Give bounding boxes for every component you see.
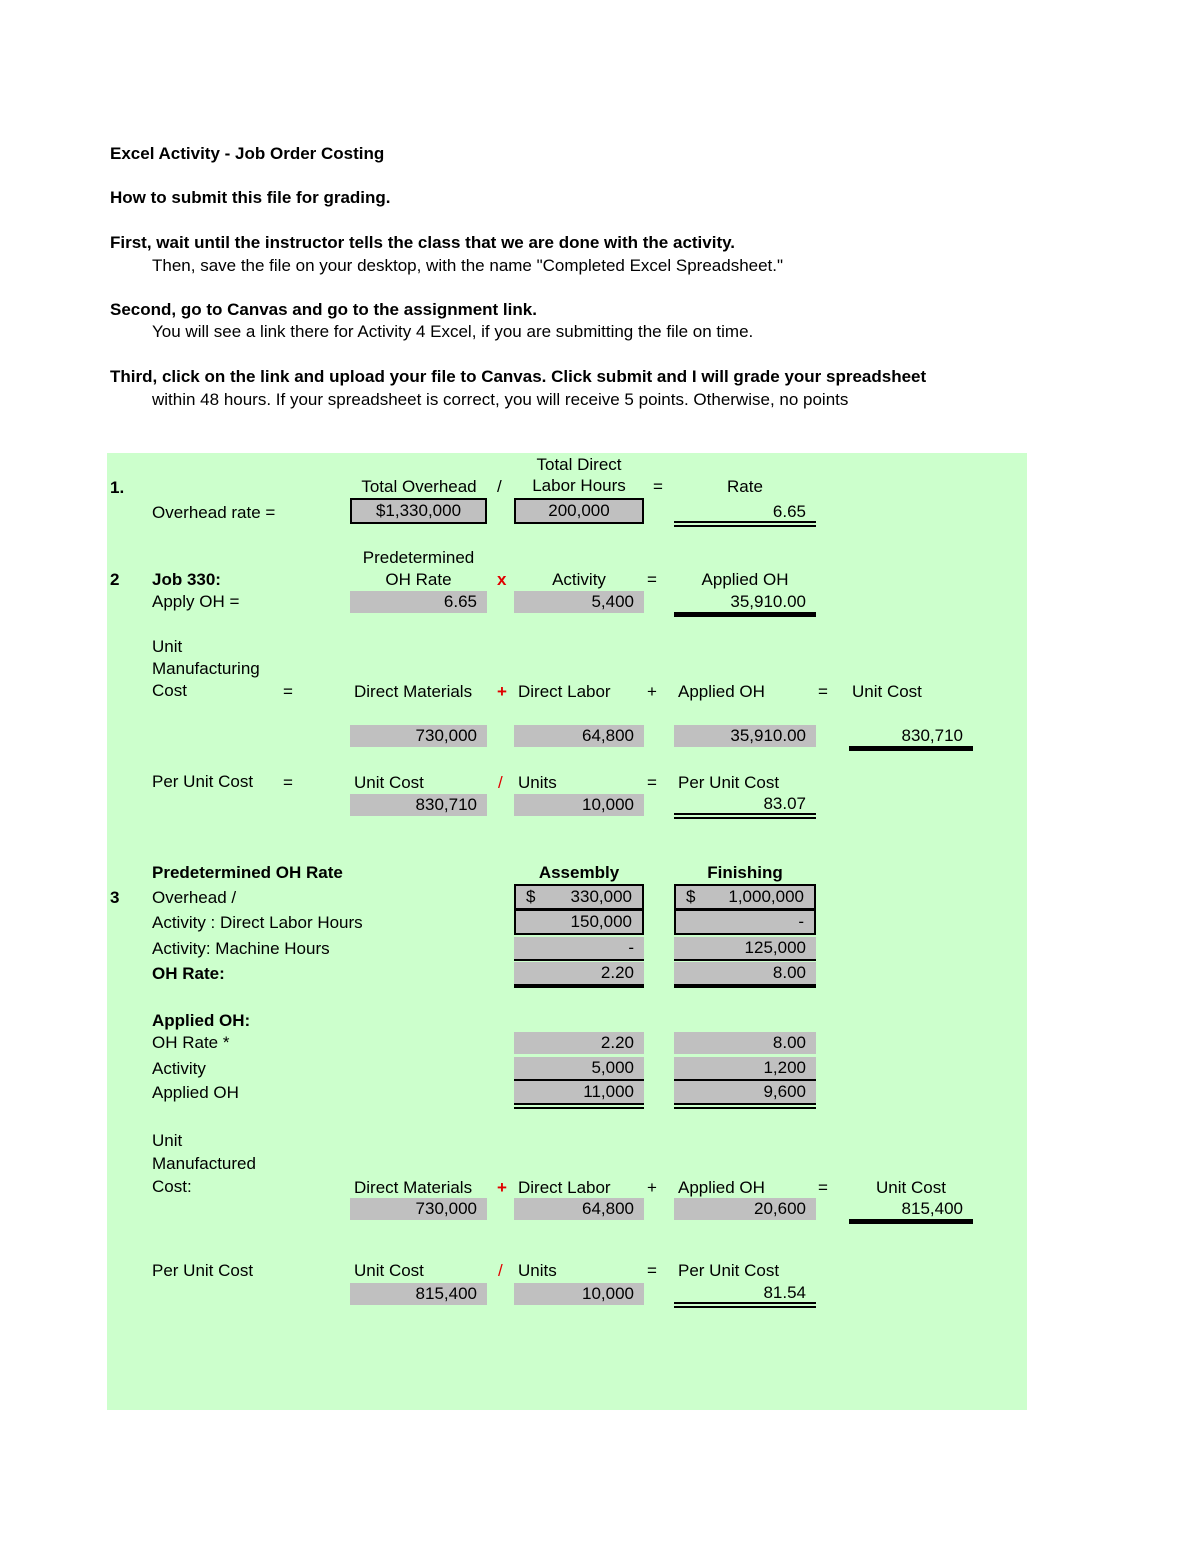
operator-divide: / bbox=[498, 1261, 503, 1280]
header-applied-oh: Applied OH bbox=[678, 1178, 765, 1197]
unit-mfg-cost-label-1: Unit bbox=[152, 637, 183, 656]
double-underline bbox=[514, 1103, 644, 1109]
labor-hours-cell[interactable]: 200,000 bbox=[514, 498, 644, 524]
operator-equals: = bbox=[647, 570, 657, 589]
header-total-overhead: Total Overhead bbox=[361, 477, 477, 496]
applied-oh-cell[interactable]: 35,910.00 bbox=[674, 725, 816, 747]
direct-labor-cell[interactable]: 64,800 bbox=[514, 1198, 644, 1220]
double-underline bbox=[674, 1103, 816, 1109]
assembly-applied-cell[interactable]: 11,000 bbox=[514, 1081, 644, 1103]
double-underline bbox=[674, 521, 816, 527]
direct-labor-cell[interactable]: 64,800 bbox=[514, 725, 644, 747]
finishing-oh-rate-cell[interactable]: 8.00 bbox=[674, 962, 816, 984]
unit-mfd-cost-label-2: Manufactured bbox=[152, 1154, 256, 1173]
header-oh-rate: OH Rate bbox=[385, 570, 452, 589]
overhead-rate-label: Overhead rate = bbox=[152, 503, 276, 522]
operator-plus: + bbox=[497, 1178, 507, 1197]
doc-title: Excel Activity - Job Order Costing bbox=[110, 144, 385, 163]
row-oh-rate-times-label: OH Rate * bbox=[152, 1033, 230, 1052]
operator-equals: = bbox=[818, 682, 828, 701]
per-unit-cost-label: Per Unit Cost bbox=[152, 772, 254, 791]
row-activity-label: Activity bbox=[152, 1059, 206, 1078]
header-unit-cost: Unit Cost bbox=[852, 682, 922, 701]
operator-equals: = bbox=[283, 682, 293, 701]
operator-multiply: x bbox=[497, 570, 507, 589]
header-applied-oh: Applied OH bbox=[678, 682, 765, 701]
assembly-overhead-value: 330,000 bbox=[570, 887, 632, 906]
row-direct-labor-hours-label: Activity : Direct Labor Hours bbox=[152, 913, 363, 932]
finishing-activity-cell[interactable]: 1,200 bbox=[674, 1057, 816, 1079]
step-second-text: You will see a link there for Activity 4 Excel, if you are submitting the file on time. bbox=[152, 322, 754, 341]
header-total-direct: Total Direct bbox=[536, 455, 622, 474]
overhead-rate-result[interactable]: 6.65 bbox=[772, 502, 806, 521]
header-applied-oh: Applied OH bbox=[701, 570, 789, 589]
operator-plus: + bbox=[647, 1178, 657, 1197]
assembly-dlh-cell[interactable]: 150,000 bbox=[514, 909, 644, 935]
howto-heading: How to submit this file for grading. bbox=[110, 188, 391, 207]
unit-cost-result[interactable]: 830,710 bbox=[901, 726, 963, 745]
header-direct-labor: Direct Labor bbox=[518, 1178, 611, 1197]
direct-materials-cell[interactable]: 730,000 bbox=[350, 1198, 487, 1220]
unit-cost-result[interactable]: 815,400 bbox=[901, 1199, 963, 1218]
assembly-mh-cell[interactable]: - bbox=[514, 937, 644, 959]
header-direct-materials: Direct Materials bbox=[354, 682, 473, 701]
finishing-applied-cell[interactable]: 9,600 bbox=[674, 1081, 816, 1103]
unit-mfd-cost-label-1: Unit bbox=[152, 1131, 183, 1150]
total-overhead-cell[interactable]: $1,330,000 bbox=[350, 498, 487, 524]
step-first-text: Then, save the file on your desktop, with the name "Completed Excel Spreadsheet." bbox=[152, 256, 784, 275]
units-cell[interactable]: 10,000 bbox=[514, 794, 644, 816]
finishing-dlh-cell[interactable]: - bbox=[674, 909, 816, 935]
header-units: Units bbox=[518, 1261, 557, 1280]
row-applied-oh-label: Applied OH bbox=[152, 1083, 239, 1102]
thick-underline bbox=[849, 746, 973, 751]
header-finishing: Finishing bbox=[707, 863, 783, 882]
assembly-overhead-cell[interactable] bbox=[514, 884, 644, 910]
section-2-number: 2 bbox=[110, 570, 120, 589]
row-oh-rate-label: OH Rate: bbox=[152, 964, 225, 983]
header-unit-cost: Unit Cost bbox=[876, 1178, 946, 1197]
header-direct-materials: Direct Materials bbox=[354, 1178, 473, 1197]
job-label: Job 330: bbox=[152, 570, 221, 589]
finishing-overhead-cell[interactable] bbox=[674, 884, 816, 910]
operator-divide: / bbox=[497, 477, 502, 496]
assembly-oh-rate-cell[interactable]: 2.20 bbox=[514, 962, 644, 984]
step-third-heading: Third, click on the link and upload your file to Canvas. Click submit and I will grade your spreadsheet bbox=[110, 367, 927, 386]
section-3-number: 3 bbox=[110, 888, 120, 907]
double-underline bbox=[674, 813, 816, 819]
operator-equals: = bbox=[818, 1178, 828, 1197]
per-unit-cost-result[interactable]: 81.54 bbox=[763, 1283, 806, 1302]
thick-underline bbox=[674, 984, 816, 988]
predetermined-oh-rate-title: Predetermined OH Rate bbox=[152, 863, 343, 882]
finishing-overhead-value: 1,000,000 bbox=[728, 887, 804, 906]
apply-oh-label: Apply OH = bbox=[152, 592, 240, 611]
double-underline bbox=[674, 1302, 816, 1308]
operator-plus: + bbox=[497, 682, 507, 701]
row-overhead-label: Overhead / bbox=[152, 888, 237, 907]
thick-underline bbox=[849, 1219, 973, 1224]
applied-oh-result[interactable]: 35,910.00 bbox=[730, 592, 806, 611]
unit-cost-cell[interactable]: 815,400 bbox=[350, 1283, 487, 1305]
header-units: Units bbox=[518, 773, 557, 792]
step-first-heading: First, wait until the instructor tells the class that we are done with the activity. bbox=[110, 233, 736, 252]
assembly-rate-cell[interactable]: 2.20 bbox=[514, 1032, 644, 1054]
unit-mfg-cost-label-3: Cost bbox=[152, 681, 187, 700]
underline bbox=[514, 959, 644, 961]
direct-materials-cell[interactable]: 730,000 bbox=[350, 725, 487, 747]
underline bbox=[674, 959, 816, 961]
header-direct-labor: Direct Labor bbox=[518, 682, 611, 701]
header-unit-cost: Unit Cost bbox=[354, 773, 424, 792]
assembly-activity-cell[interactable]: 5,000 bbox=[514, 1057, 644, 1079]
thick-underline bbox=[674, 612, 816, 617]
thick-underline bbox=[514, 984, 644, 988]
operator-equals: = bbox=[653, 477, 663, 496]
header-unit-cost: Unit Cost bbox=[354, 1261, 424, 1280]
unit-mfg-cost-label-2: Manufacturing bbox=[152, 659, 260, 678]
applied-oh-cell[interactable]: 20,600 bbox=[674, 1198, 816, 1220]
oh-rate-cell[interactable]: 6.65 bbox=[350, 591, 487, 613]
activity-cell[interactable]: 5,400 bbox=[514, 591, 644, 613]
header-activity: Activity bbox=[552, 570, 606, 589]
operator-equals: = bbox=[283, 773, 293, 792]
units-cell[interactable]: 10,000 bbox=[514, 1283, 644, 1305]
operator-equals: = bbox=[647, 1261, 657, 1280]
operator-divide: / bbox=[498, 773, 503, 792]
row-machine-hours-label: Activity: Machine Hours bbox=[152, 939, 330, 958]
dollar-sign: $ bbox=[686, 887, 696, 906]
operator-equals: = bbox=[647, 773, 657, 792]
applied-oh-title: Applied OH: bbox=[152, 1011, 251, 1030]
finishing-rate-cell[interactable]: 8.00 bbox=[674, 1032, 816, 1054]
operator-plus: + bbox=[647, 682, 657, 701]
step-second-heading: Second, go to Canvas and go to the assignment link. bbox=[110, 300, 537, 319]
header-assembly: Assembly bbox=[538, 863, 620, 882]
header-labor-hours: Labor Hours bbox=[532, 476, 626, 495]
unit-cost-cell[interactable]: 830,710 bbox=[350, 794, 487, 816]
header-predetermined: Predetermined bbox=[362, 548, 475, 567]
finishing-mh-cell[interactable]: 125,000 bbox=[674, 937, 816, 959]
step-third-text: within 48 hours. If your spreadsheet is correct, you will receive 5 points. Otherwise, no points bbox=[152, 390, 849, 409]
unit-mfd-cost-label-3: Cost: bbox=[152, 1177, 192, 1196]
header-per-unit-cost: Per Unit Cost bbox=[678, 773, 780, 792]
section-1-number: 1. bbox=[110, 478, 125, 497]
header-rate: Rate bbox=[727, 477, 763, 496]
per-unit-cost-result[interactable]: 83.07 bbox=[763, 794, 806, 813]
per-unit-cost-label: Per Unit Cost bbox=[152, 1261, 254, 1280]
dollar-sign: $ bbox=[526, 887, 536, 906]
header-per-unit-cost: Per Unit Cost bbox=[678, 1261, 780, 1280]
